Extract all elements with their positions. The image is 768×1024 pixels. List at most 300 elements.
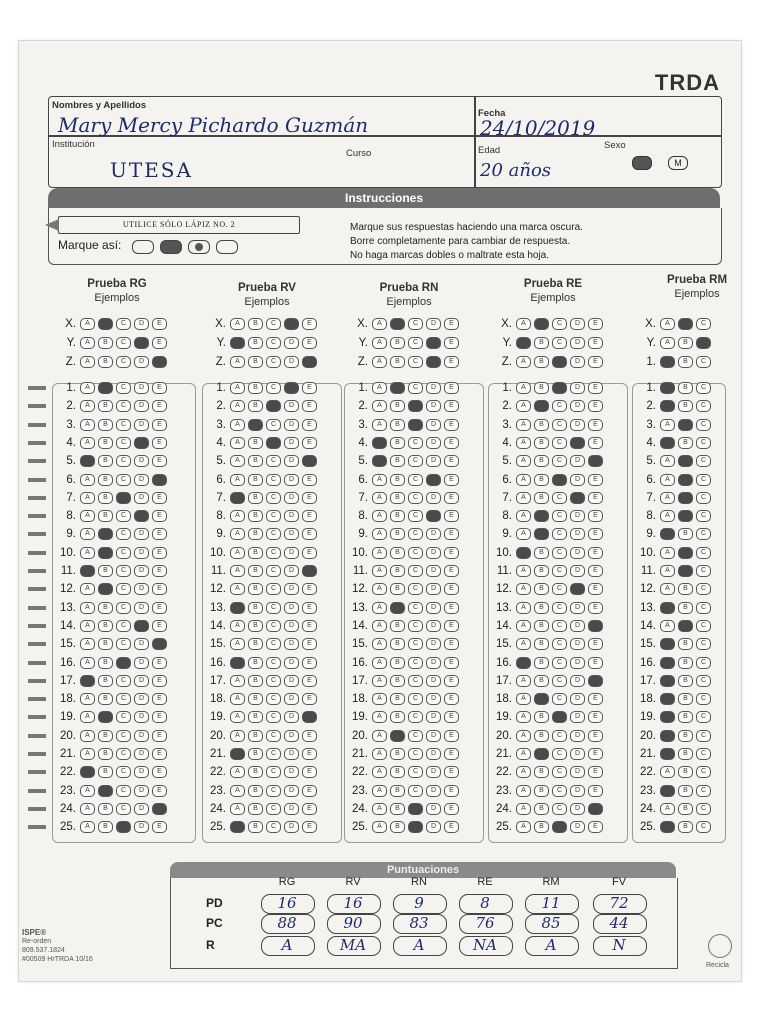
answer-bubble-b[interactable]: B [98, 318, 113, 330]
answer-bubble-b[interactable]: B [678, 528, 693, 540]
answer-bubble-e[interactable]: E [152, 419, 167, 431]
answer-bubble-b[interactable]: B [390, 785, 405, 797]
answer-bubble-b[interactable]: B [98, 620, 113, 632]
answer-bubble-b[interactable]: B [248, 602, 263, 614]
answer-bubble-c[interactable]: C [266, 492, 281, 504]
answer-bubble-b[interactable]: B [390, 748, 405, 760]
answer-bubble-c[interactable]: C [408, 766, 423, 778]
answer-bubble-a[interactable]: A [516, 711, 531, 723]
answer-bubble-e[interactable]: E [444, 638, 459, 650]
answer-bubble-c[interactable]: C [696, 675, 711, 687]
answer-bubble-a[interactable]: A [230, 766, 245, 778]
answer-bubble-b[interactable]: B [678, 785, 693, 797]
answer-bubble-e[interactable]: E [588, 337, 603, 349]
answer-bubble-e[interactable]: E [302, 356, 317, 368]
answer-bubble-a[interactable]: A [230, 730, 245, 742]
answer-bubble-b[interactable]: B [678, 547, 693, 559]
answer-bubble-a[interactable]: A [660, 657, 675, 669]
answer-bubble-e[interactable]: E [588, 766, 603, 778]
answer-bubble-e[interactable]: E [444, 318, 459, 330]
answer-bubble-d[interactable]: D [426, 455, 441, 467]
answer-bubble-a[interactable]: A [372, 766, 387, 778]
answer-bubble-c[interactable]: C [266, 356, 281, 368]
answer-bubble-b[interactable]: B [534, 675, 549, 687]
answer-bubble-e[interactable]: E [444, 356, 459, 368]
answer-bubble-a[interactable]: A [372, 528, 387, 540]
answer-bubble-a[interactable]: A [230, 748, 245, 760]
answer-bubble-b[interactable]: B [534, 474, 549, 486]
answer-bubble-c[interactable]: C [696, 803, 711, 815]
answer-bubble-c[interactable]: C [408, 620, 423, 632]
answer-bubble-e[interactable]: E [588, 565, 603, 577]
answer-bubble-b[interactable]: B [98, 547, 113, 559]
answer-bubble-c[interactable]: C [696, 730, 711, 742]
answer-bubble-a[interactable]: A [660, 337, 675, 349]
answer-bubble-b[interactable]: B [390, 730, 405, 742]
answer-bubble-e[interactable]: E [444, 766, 459, 778]
answer-bubble-a[interactable]: A [516, 785, 531, 797]
score-value[interactable]: 8 [480, 894, 490, 912]
answer-bubble-a[interactable]: A [230, 693, 245, 705]
answer-bubble-c[interactable]: C [116, 356, 131, 368]
answer-bubble-d[interactable]: D [134, 803, 149, 815]
answer-bubble-c[interactable]: C [266, 675, 281, 687]
answer-bubble-b[interactable]: B [534, 657, 549, 669]
answer-bubble-c[interactable]: C [266, 400, 281, 412]
answer-bubble-d[interactable]: D [134, 711, 149, 723]
answer-bubble-c[interactable]: C [408, 419, 423, 431]
answer-bubble-e[interactable]: E [152, 400, 167, 412]
answer-bubble-e[interactable]: E [588, 510, 603, 522]
answer-bubble-e[interactable]: E [444, 419, 459, 431]
answer-bubble-e[interactable]: E [444, 730, 459, 742]
answer-bubble-b[interactable]: B [390, 356, 405, 368]
answer-bubble-d[interactable]: D [426, 565, 441, 577]
answer-bubble-a[interactable]: A [372, 693, 387, 705]
answer-bubble-b[interactable]: B [98, 492, 113, 504]
answer-bubble-a[interactable]: A [660, 356, 675, 368]
answer-bubble-a[interactable]: A [372, 419, 387, 431]
answer-bubble-d[interactable]: D [284, 437, 299, 449]
answer-bubble-e[interactable]: E [302, 419, 317, 431]
answer-bubble-e[interactable]: E [302, 638, 317, 650]
answer-bubble-d[interactable]: D [284, 602, 299, 614]
answer-bubble-d[interactable]: D [426, 748, 441, 760]
answer-bubble-a[interactable]: A [80, 400, 95, 412]
answer-bubble-b[interactable]: B [534, 748, 549, 760]
answer-bubble-b[interactable]: B [678, 565, 693, 577]
answer-bubble-c[interactable]: C [696, 492, 711, 504]
answer-bubble-a[interactable]: A [660, 474, 675, 486]
answer-bubble-c[interactable]: C [266, 437, 281, 449]
answer-bubble-a[interactable]: A [230, 528, 245, 540]
answer-bubble-a[interactable]: A [660, 492, 675, 504]
answer-bubble-d[interactable]: D [426, 528, 441, 540]
answer-bubble-d[interactable]: D [284, 510, 299, 522]
answer-bubble-e[interactable]: E [588, 547, 603, 559]
answer-bubble-e[interactable]: E [152, 382, 167, 394]
answer-bubble-b[interactable]: B [678, 620, 693, 632]
score-value[interactable]: 88 [277, 914, 297, 932]
answer-bubble-d[interactable]: D [284, 766, 299, 778]
answer-bubble-d[interactable]: D [284, 583, 299, 595]
score-value[interactable]: N [612, 936, 626, 954]
answer-bubble-a[interactable]: A [372, 675, 387, 687]
answer-bubble-b[interactable]: B [534, 620, 549, 632]
answer-bubble-b[interactable]: B [248, 711, 263, 723]
answer-bubble-d[interactable]: D [570, 602, 585, 614]
answer-bubble-a[interactable]: A [660, 675, 675, 687]
answer-bubble-d[interactable]: D [570, 547, 585, 559]
answer-bubble-e[interactable]: E [152, 565, 167, 577]
answer-bubble-b[interactable]: B [678, 474, 693, 486]
answer-bubble-e[interactable]: E [588, 730, 603, 742]
answer-bubble-e[interactable]: E [588, 318, 603, 330]
answer-bubble-b[interactable]: B [678, 803, 693, 815]
answer-bubble-d[interactable]: D [570, 510, 585, 522]
answer-bubble-d[interactable]: D [134, 730, 149, 742]
answer-bubble-e[interactable]: E [588, 400, 603, 412]
answer-bubble-c[interactable]: C [266, 693, 281, 705]
score-value[interactable]: 44 [609, 914, 629, 932]
sex-option-m[interactable]: M [668, 156, 688, 170]
answer-bubble-a[interactable]: A [372, 565, 387, 577]
answer-bubble-c[interactable]: C [552, 356, 567, 368]
answer-bubble-d[interactable]: D [134, 337, 149, 349]
answer-bubble-b[interactable]: B [390, 437, 405, 449]
answer-bubble-c[interactable]: C [266, 730, 281, 742]
score-value[interactable]: NA [473, 936, 497, 954]
answer-bubble-b[interactable]: B [390, 382, 405, 394]
score-value[interactable]: 11 [541, 894, 561, 912]
answer-bubble-a[interactable]: A [80, 455, 95, 467]
answer-bubble-a[interactable]: A [372, 474, 387, 486]
answer-bubble-b[interactable]: B [678, 455, 693, 467]
answer-bubble-b[interactable]: B [678, 638, 693, 650]
answer-bubble-c[interactable]: C [696, 602, 711, 614]
score-value[interactable]: 76 [475, 914, 495, 932]
answer-bubble-e[interactable]: E [444, 565, 459, 577]
answer-bubble-c[interactable]: C [408, 474, 423, 486]
answer-bubble-d[interactable]: D [570, 356, 585, 368]
answer-bubble-b[interactable]: B [678, 337, 693, 349]
answer-bubble-a[interactable]: A [516, 492, 531, 504]
answer-bubble-e[interactable]: E [152, 318, 167, 330]
answer-bubble-d[interactable]: D [570, 528, 585, 540]
answer-bubble-c[interactable]: C [696, 583, 711, 595]
answer-bubble-b[interactable]: B [534, 602, 549, 614]
answer-bubble-e[interactable]: E [302, 766, 317, 778]
answer-bubble-c[interactable]: C [408, 492, 423, 504]
answer-bubble-a[interactable]: A [230, 474, 245, 486]
answer-bubble-d[interactable]: D [570, 474, 585, 486]
answer-bubble-a[interactable]: A [516, 318, 531, 330]
answer-bubble-b[interactable]: B [248, 492, 263, 504]
score-value[interactable]: 16 [343, 894, 363, 912]
answer-bubble-b[interactable]: B [248, 730, 263, 742]
answer-bubble-b[interactable]: B [534, 492, 549, 504]
answer-bubble-c[interactable]: C [552, 437, 567, 449]
answer-bubble-c[interactable]: C [408, 803, 423, 815]
answer-bubble-e[interactable]: E [588, 748, 603, 760]
answer-bubble-b[interactable]: B [98, 510, 113, 522]
answer-bubble-d[interactable]: D [134, 400, 149, 412]
answer-bubble-a[interactable]: A [372, 711, 387, 723]
answer-bubble-a[interactable]: A [516, 803, 531, 815]
answer-bubble-a[interactable]: A [372, 455, 387, 467]
answer-bubble-c[interactable]: C [116, 748, 131, 760]
answer-bubble-c[interactable]: C [408, 675, 423, 687]
answer-bubble-a[interactable]: A [660, 382, 675, 394]
answer-bubble-b[interactable]: B [248, 419, 263, 431]
answer-bubble-e[interactable]: E [444, 583, 459, 595]
answer-bubble-e[interactable]: E [302, 565, 317, 577]
answer-bubble-b[interactable]: B [390, 711, 405, 723]
answer-bubble-c[interactable]: C [116, 657, 131, 669]
answer-bubble-d[interactable]: D [134, 528, 149, 540]
answer-bubble-c[interactable]: C [116, 547, 131, 559]
answer-bubble-e[interactable]: E [152, 693, 167, 705]
answer-bubble-e[interactable]: E [152, 583, 167, 595]
answer-bubble-c[interactable]: C [696, 821, 711, 833]
answer-bubble-b[interactable]: B [248, 693, 263, 705]
score-value[interactable]: 16 [277, 894, 297, 912]
answer-bubble-c[interactable]: C [116, 620, 131, 632]
answer-bubble-c[interactable]: C [552, 337, 567, 349]
answer-bubble-e[interactable]: E [302, 730, 317, 742]
answer-bubble-a[interactable]: A [660, 419, 675, 431]
answer-bubble-c[interactable]: C [266, 565, 281, 577]
answer-bubble-a[interactable]: A [516, 602, 531, 614]
answer-bubble-e[interactable]: E [588, 528, 603, 540]
answer-bubble-c[interactable]: C [696, 419, 711, 431]
answer-bubble-c[interactable]: C [266, 766, 281, 778]
answer-bubble-d[interactable]: D [134, 318, 149, 330]
answer-bubble-b[interactable]: B [390, 400, 405, 412]
answer-bubble-d[interactable]: D [570, 693, 585, 705]
institution-field[interactable]: UTESA [110, 158, 193, 182]
answer-bubble-b[interactable]: B [248, 318, 263, 330]
answer-bubble-b[interactable]: B [98, 675, 113, 687]
answer-bubble-c[interactable]: C [696, 711, 711, 723]
answer-bubble-e[interactable]: E [152, 730, 167, 742]
answer-bubble-e[interactable]: E [588, 657, 603, 669]
answer-bubble-b[interactable]: B [390, 821, 405, 833]
answer-bubble-c[interactable]: C [266, 620, 281, 632]
answer-bubble-b[interactable]: B [98, 528, 113, 540]
answer-bubble-e[interactable]: E [588, 583, 603, 595]
answer-bubble-a[interactable]: A [80, 657, 95, 669]
answer-bubble-b[interactable]: B [390, 547, 405, 559]
answer-bubble-d[interactable]: D [284, 337, 299, 349]
answer-bubble-b[interactable]: B [678, 437, 693, 449]
answer-bubble-b[interactable]: B [98, 382, 113, 394]
answer-bubble-a[interactable]: A [516, 337, 531, 349]
answer-bubble-b[interactable]: B [248, 528, 263, 540]
answer-bubble-a[interactable]: A [660, 766, 675, 778]
answer-bubble-d[interactable]: D [426, 785, 441, 797]
answer-bubble-c[interactable]: C [696, 638, 711, 650]
answer-bubble-b[interactable]: B [534, 510, 549, 522]
answer-bubble-b[interactable]: B [390, 803, 405, 815]
answer-bubble-c[interactable]: C [116, 785, 131, 797]
answer-bubble-a[interactable]: A [660, 510, 675, 522]
score-value[interactable]: MA [339, 936, 367, 954]
answer-bubble-c[interactable]: C [408, 785, 423, 797]
answer-bubble-d[interactable]: D [570, 382, 585, 394]
answer-bubble-c[interactable]: C [266, 748, 281, 760]
answer-bubble-c[interactable]: C [408, 565, 423, 577]
answer-bubble-a[interactable]: A [230, 638, 245, 650]
answer-bubble-b[interactable]: B [248, 821, 263, 833]
answer-bubble-c[interactable]: C [408, 528, 423, 540]
answer-bubble-b[interactable]: B [678, 583, 693, 595]
answer-bubble-c[interactable]: C [408, 400, 423, 412]
answer-bubble-c[interactable]: C [696, 337, 711, 349]
answer-bubble-e[interactable]: E [302, 803, 317, 815]
answer-bubble-a[interactable]: A [230, 583, 245, 595]
answer-bubble-b[interactable]: B [248, 766, 263, 778]
answer-bubble-c[interactable]: C [116, 766, 131, 778]
answer-bubble-d[interactable]: D [426, 400, 441, 412]
answer-bubble-d[interactable]: D [426, 730, 441, 742]
answer-bubble-a[interactable]: A [372, 547, 387, 559]
answer-bubble-e[interactable]: E [302, 400, 317, 412]
answer-bubble-a[interactable]: A [660, 620, 675, 632]
answer-bubble-e[interactable]: E [444, 510, 459, 522]
answer-bubble-a[interactable]: A [660, 437, 675, 449]
answer-bubble-d[interactable]: D [570, 337, 585, 349]
answer-bubble-d[interactable]: D [284, 785, 299, 797]
answer-bubble-c[interactable]: C [408, 711, 423, 723]
answer-bubble-b[interactable]: B [248, 748, 263, 760]
answer-bubble-e[interactable]: E [152, 638, 167, 650]
answer-bubble-e[interactable]: E [444, 337, 459, 349]
answer-bubble-c[interactable]: C [266, 318, 281, 330]
answer-bubble-a[interactable]: A [660, 455, 675, 467]
answer-bubble-c[interactable]: C [696, 318, 711, 330]
answer-bubble-e[interactable]: E [302, 821, 317, 833]
answer-bubble-c[interactable]: C [266, 382, 281, 394]
answer-bubble-e[interactable]: E [152, 657, 167, 669]
answer-bubble-e[interactable]: E [152, 711, 167, 723]
answer-bubble-d[interactable]: D [426, 821, 441, 833]
answer-bubble-a[interactable]: A [80, 620, 95, 632]
answer-bubble-b[interactable]: B [98, 693, 113, 705]
answer-bubble-b[interactable]: B [534, 638, 549, 650]
answer-bubble-a[interactable]: A [230, 356, 245, 368]
answer-bubble-b[interactable]: B [678, 766, 693, 778]
answer-bubble-a[interactable]: A [230, 711, 245, 723]
answer-bubble-a[interactable]: A [230, 602, 245, 614]
answer-bubble-b[interactable]: B [678, 510, 693, 522]
answer-bubble-a[interactable]: A [230, 565, 245, 577]
answer-bubble-b[interactable]: B [248, 382, 263, 394]
answer-bubble-c[interactable]: C [408, 657, 423, 669]
answer-bubble-b[interactable]: B [678, 318, 693, 330]
answer-bubble-c[interactable]: C [408, 356, 423, 368]
answer-bubble-b[interactable]: B [534, 382, 549, 394]
answer-bubble-b[interactable]: B [248, 803, 263, 815]
answer-bubble-a[interactable]: A [516, 474, 531, 486]
score-value[interactable]: A [413, 936, 425, 954]
answer-bubble-a[interactable]: A [516, 356, 531, 368]
answer-bubble-e[interactable]: E [588, 821, 603, 833]
answer-bubble-c[interactable]: C [116, 602, 131, 614]
answer-bubble-c[interactable]: C [552, 693, 567, 705]
answer-bubble-a[interactable]: A [80, 785, 95, 797]
answer-bubble-c[interactable]: C [408, 638, 423, 650]
answer-bubble-c[interactable]: C [696, 455, 711, 467]
answer-bubble-a[interactable]: A [660, 638, 675, 650]
answer-bubble-c[interactable]: C [116, 455, 131, 467]
answer-bubble-d[interactable]: D [284, 565, 299, 577]
answer-bubble-e[interactable]: E [444, 382, 459, 394]
answer-bubble-e[interactable]: E [152, 455, 167, 467]
answer-bubble-c[interactable]: C [696, 785, 711, 797]
answer-bubble-a[interactable]: A [660, 547, 675, 559]
answer-bubble-a[interactable]: A [516, 510, 531, 522]
answer-bubble-e[interactable]: E [444, 620, 459, 632]
answer-bubble-a[interactable]: A [230, 437, 245, 449]
answer-bubble-a[interactable]: A [372, 657, 387, 669]
answer-bubble-b[interactable]: B [534, 547, 549, 559]
answer-bubble-b[interactable]: B [248, 675, 263, 687]
answer-bubble-b[interactable]: B [98, 748, 113, 760]
answer-bubble-e[interactable]: E [152, 356, 167, 368]
answer-bubble-a[interactable]: A [516, 382, 531, 394]
answer-bubble-a[interactable]: A [516, 528, 531, 540]
answer-bubble-b[interactable]: B [98, 785, 113, 797]
answer-bubble-d[interactable]: D [134, 565, 149, 577]
answer-bubble-b[interactable]: B [678, 382, 693, 394]
answer-bubble-a[interactable]: A [80, 382, 95, 394]
answer-bubble-a[interactable]: A [660, 565, 675, 577]
answer-bubble-b[interactable]: B [390, 337, 405, 349]
answer-bubble-e[interactable]: E [588, 785, 603, 797]
answer-bubble-e[interactable]: E [444, 711, 459, 723]
answer-bubble-d[interactable]: D [426, 620, 441, 632]
answer-bubble-a[interactable]: A [80, 356, 95, 368]
answer-bubble-d[interactable]: D [134, 474, 149, 486]
answer-bubble-a[interactable]: A [80, 821, 95, 833]
answer-bubble-a[interactable]: A [516, 437, 531, 449]
answer-bubble-b[interactable]: B [248, 565, 263, 577]
answer-bubble-d[interactable]: D [134, 785, 149, 797]
answer-bubble-c[interactable]: C [266, 510, 281, 522]
answer-bubble-b[interactable]: B [534, 730, 549, 742]
answer-bubble-d[interactable]: D [426, 693, 441, 705]
answer-bubble-e[interactable]: E [152, 528, 167, 540]
answer-bubble-a[interactable]: A [80, 675, 95, 687]
answer-bubble-e[interactable]: E [152, 337, 167, 349]
answer-bubble-c[interactable]: C [408, 437, 423, 449]
answer-bubble-a[interactable]: A [80, 337, 95, 349]
answer-bubble-d[interactable]: D [426, 510, 441, 522]
answer-bubble-c[interactable]: C [552, 638, 567, 650]
answer-bubble-c[interactable]: C [266, 803, 281, 815]
answer-bubble-a[interactable]: A [660, 711, 675, 723]
answer-bubble-d[interactable]: D [426, 356, 441, 368]
answer-bubble-c[interactable]: C [116, 565, 131, 577]
answer-bubble-e[interactable]: E [302, 748, 317, 760]
answer-bubble-c[interactable]: C [552, 583, 567, 595]
answer-bubble-c[interactable]: C [408, 748, 423, 760]
answer-bubble-c[interactable]: C [552, 510, 567, 522]
answer-bubble-e[interactable]: E [444, 803, 459, 815]
answer-bubble-d[interactable]: D [570, 785, 585, 797]
answer-bubble-a[interactable]: A [516, 766, 531, 778]
